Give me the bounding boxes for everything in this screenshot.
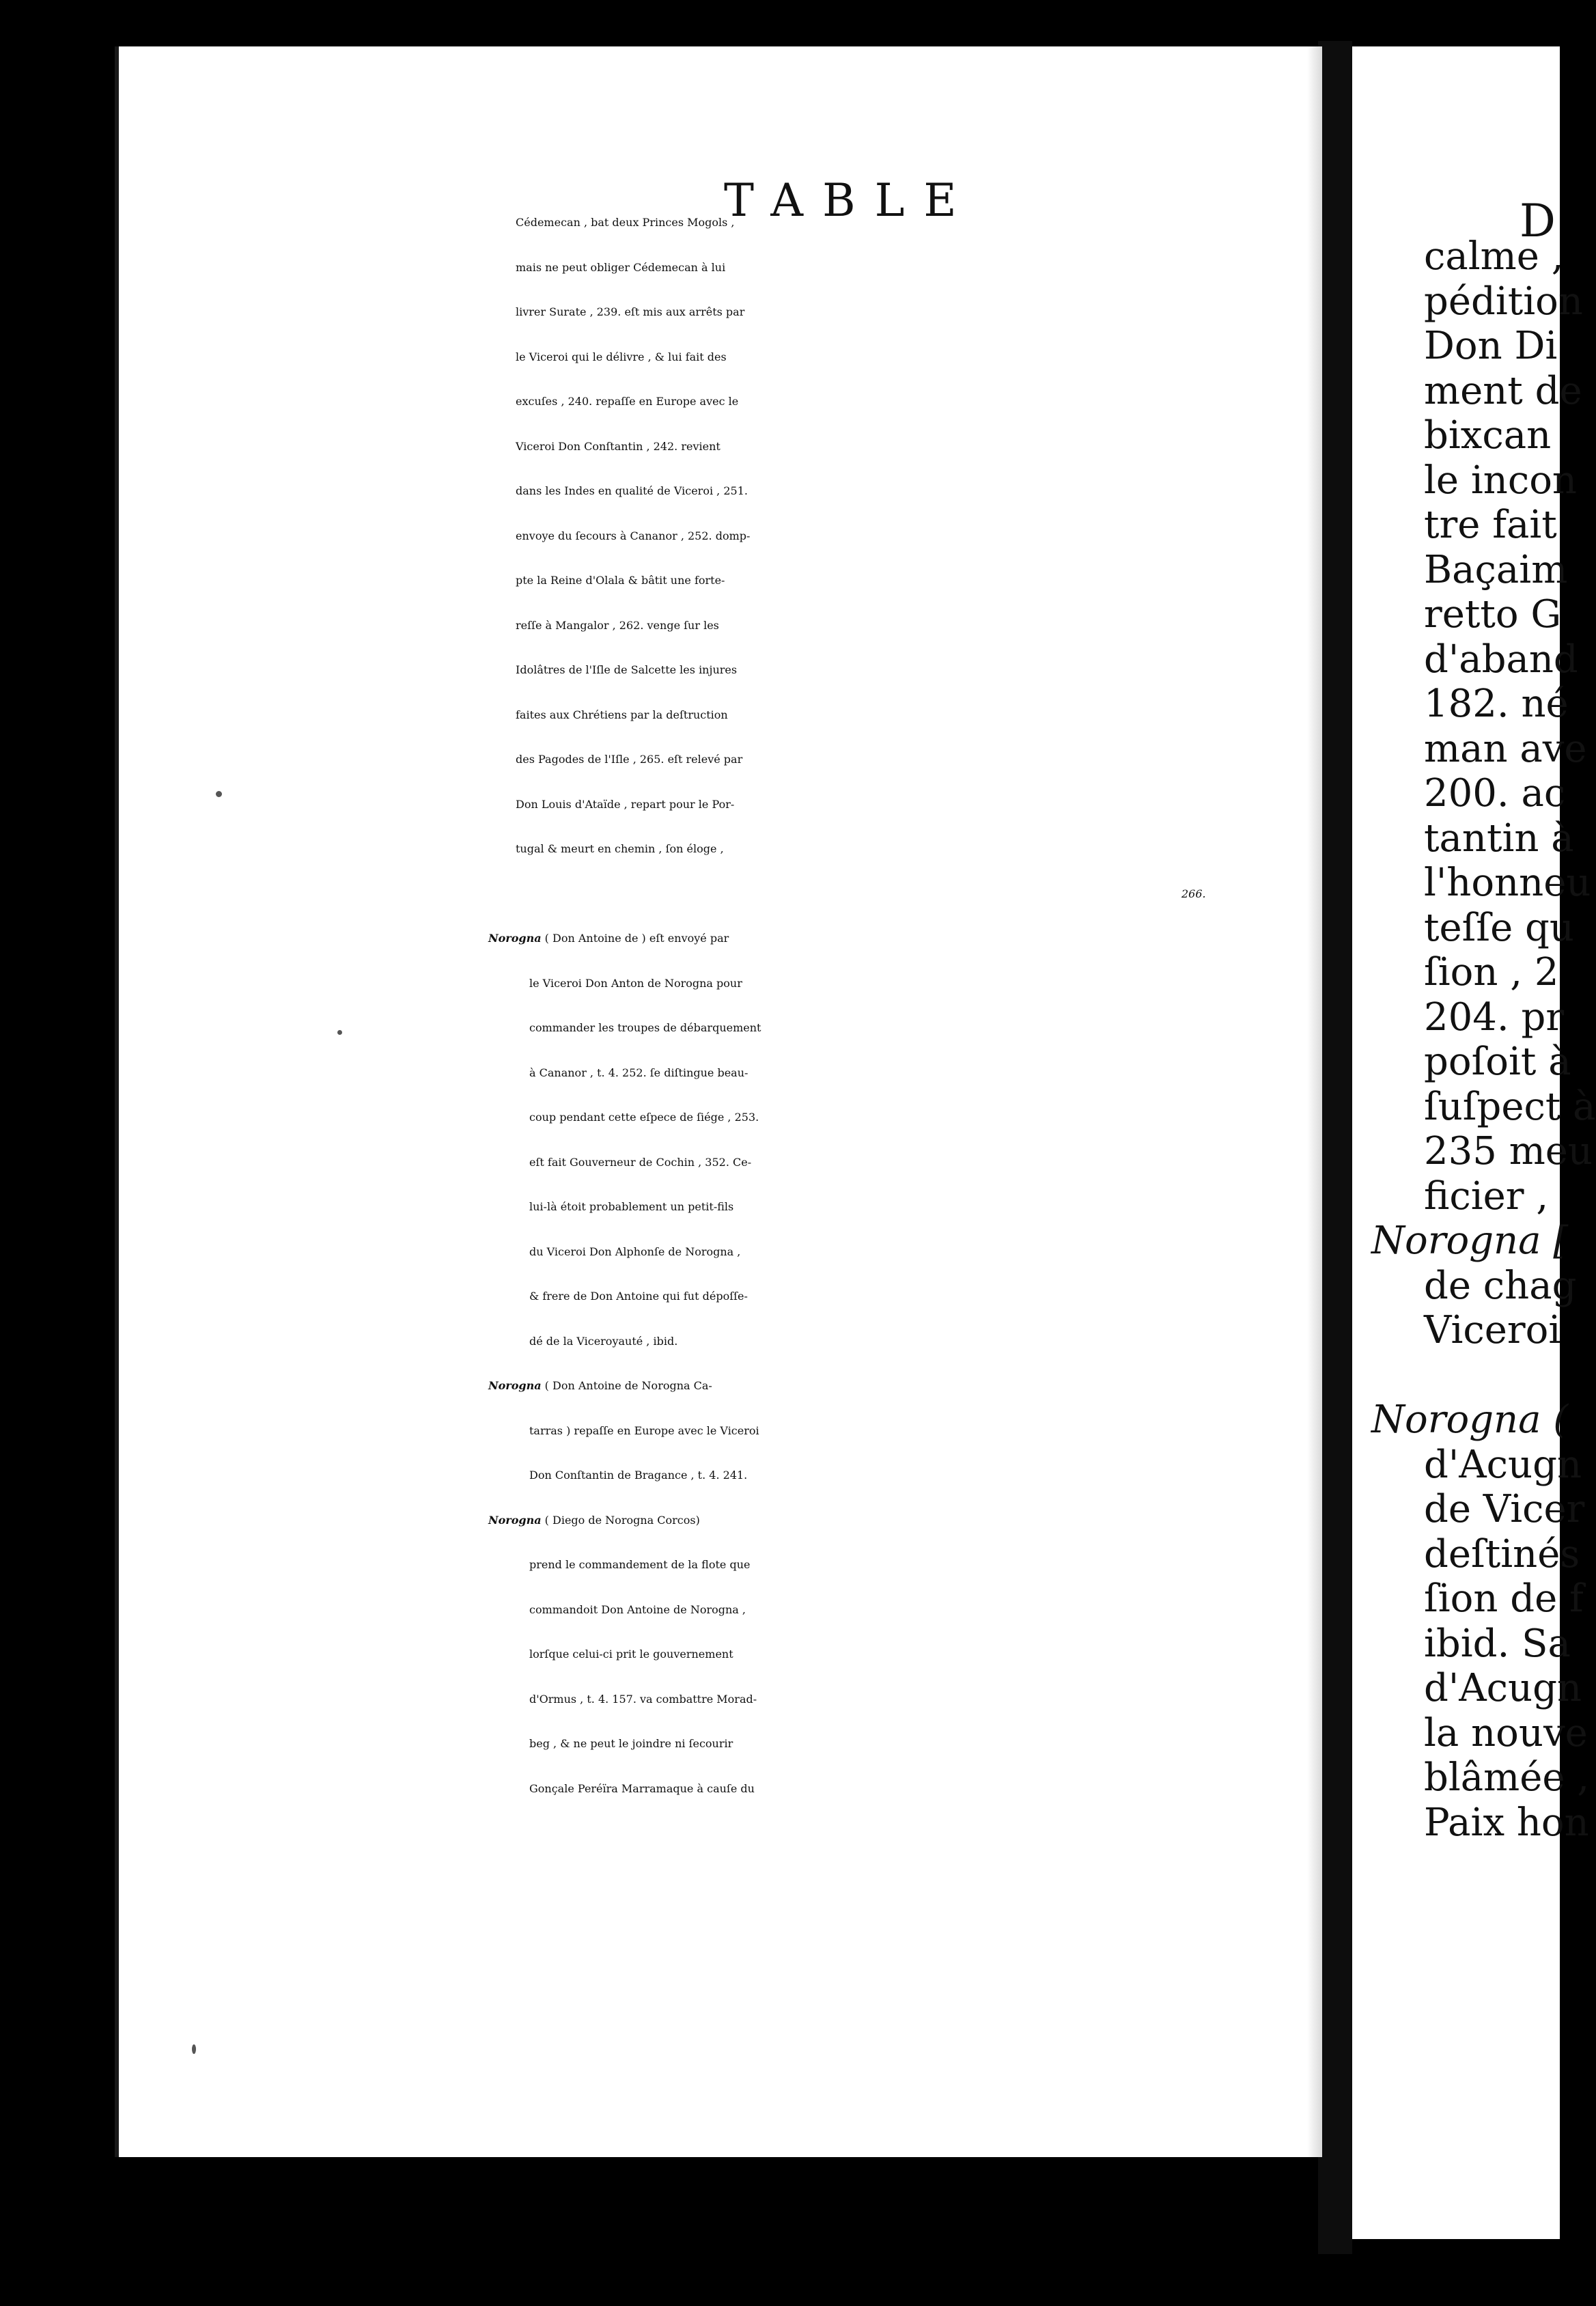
entry-text: ( Diego de Norogna Corcos)	[541, 1513, 700, 1527]
text-line: le Viceroi Don Anton de Norogna pour	[529, 976, 742, 990]
right-text-line: 182. né	[1424, 682, 1569, 726]
right-text-line: Norogna (	[1371, 1398, 1569, 1442]
right-text-line: de chag	[1424, 1263, 1577, 1308]
right-text-line: Baçaim	[1424, 547, 1568, 592]
text-line: le Viceroi qui le délivre , & lui fait des	[516, 350, 727, 363]
text-line: 266.	[1181, 887, 1206, 900]
entry-name: Norogna	[488, 1379, 542, 1392]
text-line: Viceroi Don Conſtantin , 242. revient	[516, 439, 720, 453]
right-text-line: d'Acugn	[1424, 1666, 1582, 1710]
right-text-line: tre fait	[1424, 503, 1557, 547]
entry-text: ( Don Antoine de ) eſt envoyé par	[541, 932, 729, 945]
right-text-line: ment de	[1424, 368, 1582, 413]
page-header: TABLE	[724, 174, 976, 227]
right-text-line: la nouve	[1424, 1710, 1588, 1755]
right-text-line: d'aband	[1424, 637, 1578, 682]
entry-text: ( Don Antoine de Norogna Ca-	[541, 1379, 712, 1392]
text-line: des Pagodes de l'Iſle , 265. eſt relevé par	[516, 753, 743, 766]
text-line: Cédemecan , bat deux Princes Mogols ,	[516, 216, 735, 229]
text-line: Don Conſtantin de Bragance , t. 4. 241.	[529, 1469, 748, 1482]
text-line: du Viceroi Don Alphonſe de Norogna ,	[529, 1245, 741, 1258]
right-text-line: retto G	[1424, 592, 1562, 637]
text-line: à Cananor , t. 4. 252. ſe diſtingue beau-	[529, 1066, 748, 1079]
right-text-line: 204. pr	[1424, 995, 1565, 1040]
right-page-header: D	[1520, 195, 1556, 247]
text-line: & frere de Don Antoine qui fut dépoſſe-	[529, 1290, 748, 1303]
right-text-line: bixcan	[1424, 413, 1552, 458]
text-line: tugal & meurt en chemin , ſon éloge ,	[516, 842, 724, 855]
text-line: Idolâtres de l'Iſle de Salcette les injures	[516, 663, 738, 676]
text-line: reſſe à Mangalor , 262. venge ſur les	[516, 618, 719, 632]
text-line: livrer Surate , 239. eſt mis aux arrêts par	[516, 305, 745, 318]
text-line: Gonçale Peréïra Marramaque à cauſe du	[529, 1781, 755, 1795]
right-text-line: 200. ac	[1424, 771, 1566, 816]
text-line: pte la Reine d'Olala & bâtit une forte-	[516, 574, 725, 587]
entry-name: Norogna	[488, 932, 542, 945]
right-text-line: teſſe qu	[1424, 905, 1574, 950]
text-line: beg , & ne peut le joindre ni ſecourir	[529, 1737, 733, 1750]
right-text-line: de Vicer	[1424, 1487, 1585, 1531]
text-line: coup pendant cette eſpece de ſiége , 253.	[529, 1111, 759, 1124]
text-line: lui-là étoit probablement un petit-fils	[529, 1200, 734, 1213]
right-text-line: Viceroi	[1424, 1308, 1561, 1352]
right-text-line: ſion , 2	[1424, 950, 1559, 995]
text-line: commandoit Don Antoine de Norogna ,	[529, 1602, 746, 1616]
right-text-line: blâmée ,	[1424, 1755, 1590, 1800]
right-text-line: poſoit à	[1424, 1040, 1571, 1084]
text-line: mais ne peut obliger Cédemecan à lui	[516, 260, 726, 274]
right-text-line: tantin à	[1424, 816, 1574, 861]
text-line: d'Ormus , t. 4. 157. va combattre Morad-	[529, 1692, 757, 1706]
right-text-line: Paix hon	[1424, 1800, 1589, 1845]
text-line: commander les troupes de débarquement	[529, 1021, 761, 1034]
text-line: excuſes , 240. repaſſe en Europe avec le	[516, 395, 739, 408]
right-text-line: calme ,	[1424, 234, 1564, 279]
text-line: faites aux Chrétiens par la deſtruction	[516, 708, 728, 721]
text-line: prend le commandement de la flote que	[529, 1558, 751, 1571]
entry-name: Norogna	[488, 1513, 542, 1527]
right-text-line: le incon	[1424, 458, 1577, 503]
text-line: lorſque celui-ci prit le gouvernement	[529, 1648, 733, 1661]
right-text-line: l'honneu	[1424, 861, 1591, 905]
right-text-line: ibid. Sa	[1424, 1621, 1571, 1666]
right-text-line: deſtinés	[1424, 1531, 1580, 1576]
right-text-line: d'Acugn	[1424, 1442, 1582, 1487]
text-line: Don Louis d'Ataïde , repart pour le Por-	[516, 797, 735, 811]
text-line: dans les Indes en qualité de Viceroi , 251.	[516, 484, 748, 497]
right-text-line: pédition	[1424, 279, 1583, 324]
right-text-line: 235 meu	[1424, 1129, 1593, 1173]
right-text-line: ficier ,	[1424, 1173, 1549, 1219]
right-text-line: Don Di	[1424, 324, 1558, 368]
text-line: eſt fait Gouverneur de Cochin , 352. Ce-	[529, 1155, 752, 1169]
text-line: envoye du ſecours à Cananor , 252. domp-	[516, 529, 751, 542]
right-text-line: ſion de f	[1424, 1576, 1584, 1621]
right-text-line: Norogna [	[1371, 1219, 1569, 1263]
right-text-line: man ave	[1424, 726, 1587, 771]
text-line: tarras ) repaſſe en Europe avec le Viceroi	[529, 1423, 759, 1437]
right-text-line: ſuſpect à	[1424, 1084, 1596, 1129]
text-line: dé de la Viceroyauté , ibid.	[529, 1334, 678, 1348]
